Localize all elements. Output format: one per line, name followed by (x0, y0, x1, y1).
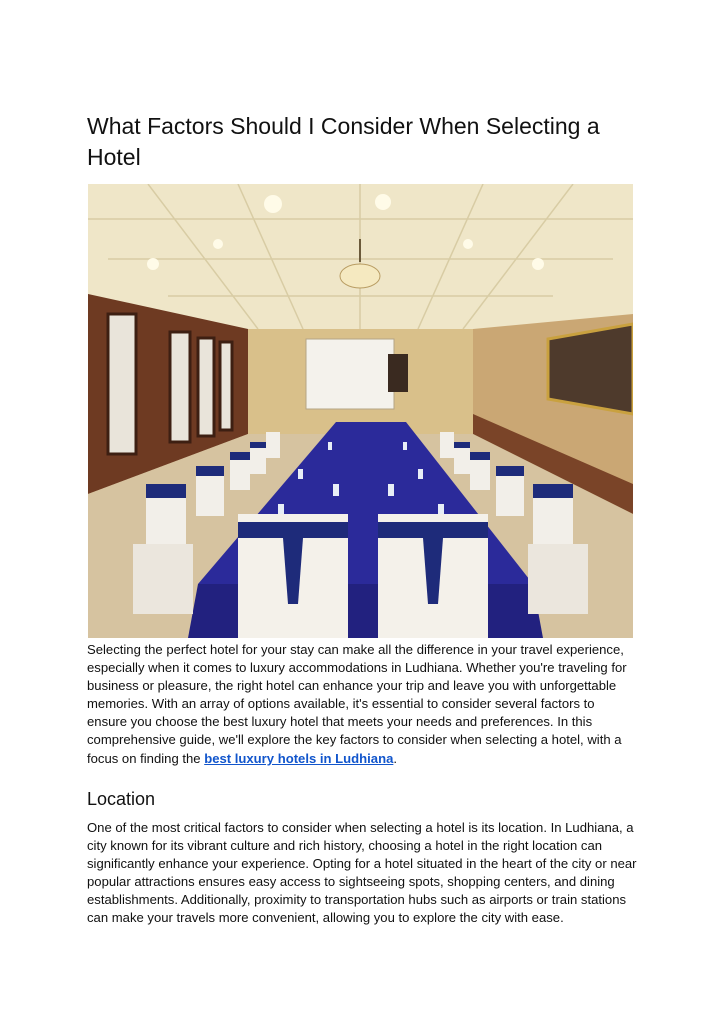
section-heading-location: Location (87, 789, 156, 809)
intro-paragraph (87, 641, 637, 768)
page-title: What Factors Should I Consider When Selecting a Hotel (87, 113, 600, 170)
conference-room-illustration (88, 184, 633, 638)
intro-end: . (393, 750, 397, 766)
intro-text: Selecting the perfect hotel for your stay can make all the difference in your travel experience, especially when it comes to luxury accommodations in Ludhiana. Whether you're traveling for business or pleasure, the right hotel can enhance your trip and leave you with unforgettable memories. With an array of options available, it's essential to consider several factors to ensure you choose the best luxury hotel that meets your needs and preferences. In this comprehensive guide, we'll explore the key factors to consider when selecting a hotel, with a focus on finding the (87, 642, 627, 766)
best-luxury-hotels-link[interactable]: best luxury hotels in Ludhiana (204, 750, 394, 766)
location-paragraph: One of the most critical factors to consider when selecting a hotel is its location. In Ludhiana, a city known for its vibrant culture and rich history, choosing a hotel in the right location can significantly enhance your experience. Opting for a hotel situated in the heart of the city or near popular attractions ensures easy access to sightseeing spots, shopping centers, and dining establishments. Additionally, proximity to transportation hubs such as airports or train stations can make your travels more convenient, allowing you to explore the city with ease. (87, 820, 637, 926)
conference-room-image (88, 184, 633, 638)
